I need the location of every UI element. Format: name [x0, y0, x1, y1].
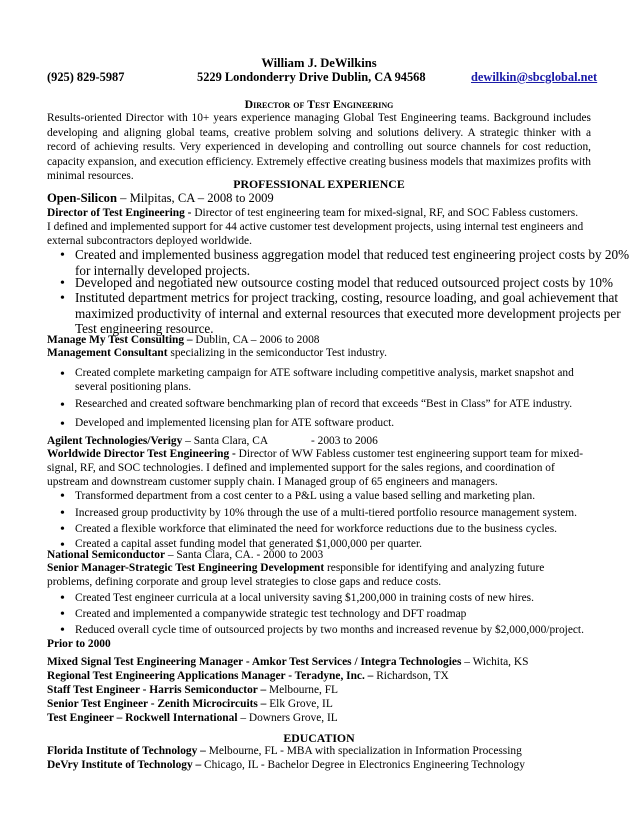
company-name: Agilent Technologies/Verigy	[47, 435, 183, 447]
job-agilent	[47, 434, 268, 448]
prior-role-title: Test Engineer – Rockwell International	[47, 712, 238, 724]
desc-line: upstream and downstream customer supply chain. I Managed group of 65 engineers and managers.	[47, 476, 498, 488]
bullet-text: Instituted department metrics for project tracking, costing, resource loading, and goal achievement that	[75, 290, 619, 305]
prior-role	[47, 697, 333, 711]
bullet-text: Test engineering resource.	[75, 321, 214, 336]
bullet-text: Created and implemented a companywide strategic test technology and DFT roadmap	[75, 608, 467, 620]
prior-role-title: Staff Test Engineer - Harris Semiconductor –	[47, 684, 267, 696]
bullet-text: Created a capital asset funding model that generated $1,000,000 per quarter.	[75, 538, 422, 550]
bullet-text: Developed and negotiated new outsource costing model that reduced outsourced project costs by 10%	[75, 275, 613, 290]
phone-number: (925) 829-5987	[47, 70, 125, 84]
degree-details: Melbourne, FL - MBA with specialization in Information Processing	[205, 745, 522, 757]
role-title: Senior Manager-Strategic Test Engineering Development	[47, 562, 325, 574]
bullet-icon: •	[60, 623, 65, 638]
resume-name: William J. DeWilkins	[261, 56, 377, 70]
bullet-icon: •	[60, 591, 65, 606]
bullet-icon: •	[60, 607, 65, 622]
bullet-text: Created and implemented business aggregation model that reduced test engineering project costs by 20%	[75, 247, 630, 262]
school-name: Florida Institute of Technology –	[47, 745, 206, 757]
role-line	[47, 346, 387, 360]
prior-role-location: Richardson, TX	[373, 670, 449, 682]
job-manage-my-test	[47, 333, 319, 347]
prior-role-location: – Downers Grove, IL	[237, 712, 338, 724]
bullet-icon: •	[60, 291, 65, 306]
role-title: Management Consultant	[47, 347, 168, 359]
summary-paragraph: Results-oriented Director with 10+ years experience managing Global Test Engineering teams. Background includes developing and aligning global teams, creative problem solving and solutions delivery. A strategic thinker with a record of achieving results. Very experienced in developing and controlling out source channels for cost reduction, capacity expansion, and execution efficiency. Extremely effective creating business models that maximizes profits with minimal resources.	[47, 112, 591, 183]
job-open-silicon	[47, 190, 274, 206]
email-link[interactable]: dewilkin@sbcglobal.net	[471, 70, 598, 84]
bullet-text: Created complete marketing campaign for ATE software including competitive analysis, market snapshot and	[75, 367, 574, 379]
prior-role-location: – Wichita, KS	[461, 656, 529, 668]
desc-line: problems, defining corporate and group level strategies to close gaps and reduce costs.	[47, 576, 442, 588]
prior-role	[47, 711, 338, 725]
company-location: – Santa Clara, CA	[182, 435, 269, 447]
bullet-text: Transformed department from a cost center to a P&L using a value based selling and marketing plan.	[75, 490, 536, 502]
bullet-text: several positioning plans.	[75, 381, 192, 393]
prior-heading: Prior to 2000	[47, 638, 111, 650]
job-national	[47, 548, 323, 562]
prior-role-title: Senior Test Engineer - Zenith Microcircuits –	[47, 698, 267, 710]
prior-role-location: Melbourne, FL	[266, 684, 338, 696]
role-description: responsible for identifying and analyzing future	[324, 562, 545, 574]
company-name: National Semiconductor	[47, 549, 166, 561]
bullet-text: Researched and created software benchmarking plan of record that exceeds “Best in Class” for ATE industry.	[75, 398, 573, 410]
role-description: Director of WW Fabless customer test engineering support team for mixed-	[238, 448, 584, 460]
company-details: – Santa Clara, CA. - 2000 to 2003	[165, 549, 324, 561]
bullet-icon: •	[60, 506, 65, 521]
bullet-icon: •	[60, 367, 65, 382]
prior-role	[47, 655, 528, 669]
role-title: Worldwide Director Test Engineering -	[47, 448, 239, 460]
email-wrap	[471, 70, 597, 85]
role-line	[47, 206, 578, 220]
bullet-text: Reduced overall cycle time of outsourced projects by two months and increased revenue by $2,000,000/project.	[75, 624, 584, 636]
bullet-icon: •	[60, 417, 65, 432]
desc-line: signal, RF, and SOC technologies. I defined and implemented support for the sales regions, and coordination of	[47, 462, 555, 474]
bullet-text: for internally developed projects.	[75, 263, 251, 278]
prior-role	[47, 669, 449, 683]
company-name: Open-Silicon	[47, 191, 117, 205]
prior-role-location: Elk Grove, IL	[266, 698, 333, 710]
prior-role	[47, 683, 338, 697]
bullet-icon: •	[60, 522, 65, 537]
company-details: Dublin, CA – 2006 to 2008	[195, 334, 320, 346]
bullet-text: maximized productivity of internal and external resources that executed more development projects per	[75, 306, 621, 321]
role-line	[47, 447, 583, 461]
bullet-icon: •	[60, 489, 65, 504]
company-name: Manage My Test Consulting –	[47, 334, 196, 346]
role-description: specializing in the semiconductor Test industry.	[167, 347, 387, 359]
role-title: Director of Test Engineering -	[47, 207, 195, 219]
prior-role-title: Regional Test Engineering Applications Manager - Teradyne, Inc. –	[47, 670, 374, 682]
objective-title: Director of Test Engineering	[244, 97, 394, 111]
bullet-text: Increased group productivity by 10% through the use of a multi-tiered portfolio resource management system.	[75, 507, 577, 519]
bullet-text: Created a flexible workforce that eliminated the need for workforce reductions due to the business cycles.	[75, 523, 558, 535]
bullet-icon: •	[60, 276, 65, 291]
education-entry	[47, 758, 525, 772]
bullet-text: Developed and implemented licensing plan for ATE software product.	[75, 417, 395, 429]
role-paragraph	[47, 561, 591, 576]
bullet-icon: •	[60, 248, 65, 263]
degree-details: Chicago, IL - Bachelor Degree in Electronics Engineering Technology	[201, 759, 525, 771]
education-entry	[47, 744, 522, 758]
bullet-icon: •	[60, 538, 65, 553]
prior-role-title: Mixed Signal Test Engineering Manager - Amkor Test Services / Integra Technologies	[47, 656, 462, 668]
education-heading: EDUCATION	[283, 731, 355, 745]
bullet-icon: •	[60, 398, 65, 413]
address: 5229 Londonderry Drive Dublin, CA 94568	[197, 70, 426, 84]
company-dates: - 2003 to 2006	[311, 435, 378, 447]
desc-line: I defined and implemented support for 44 active customer test development projects, using internal test engineers and	[47, 221, 584, 233]
school-name: DeVry Institute of Technology –	[47, 759, 202, 771]
role-description: Director of test engineering team for mixed-signal, RF, and SOC Fabless customers.	[194, 207, 579, 219]
company-details: – Milpitas, CA – 2008 to 2009	[116, 191, 274, 205]
bullet-text: Created Test engineer curricula at a local university saving $1,200,000 in training costs of new hires.	[75, 592, 534, 604]
desc-line: external subcontractors deployed worldwide.	[47, 235, 252, 247]
experience-heading: PROFESSIONAL EXPERIENCE	[233, 177, 405, 191]
